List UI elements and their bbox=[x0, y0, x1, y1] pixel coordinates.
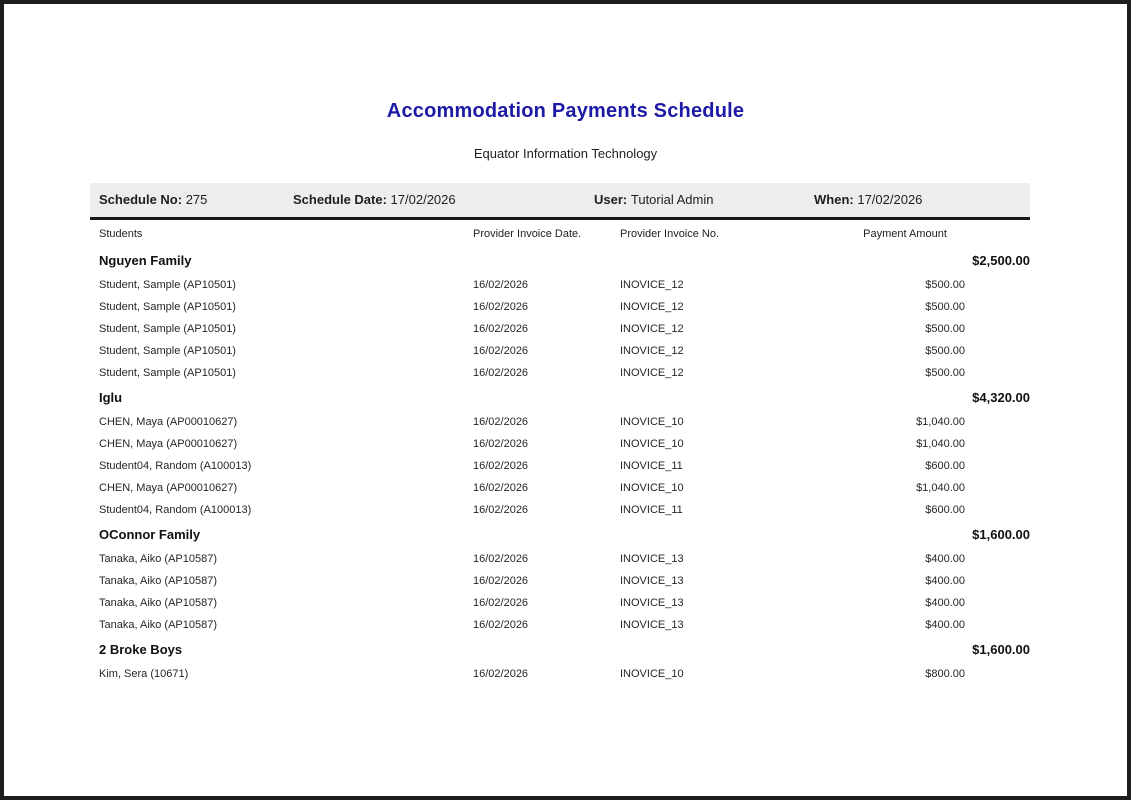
group-name: 2 Broke Boys bbox=[99, 642, 183, 657]
invoice-no-cell: INOVICE_12 bbox=[620, 323, 684, 335]
invoice-no-cell: INOVICE_13 bbox=[620, 597, 684, 609]
table-row bbox=[90, 318, 1030, 340]
amount-cell: $400.00 bbox=[925, 597, 965, 609]
invoice-date-cell: 16/02/2026 bbox=[473, 482, 529, 494]
invoice-date-cell: 16/02/2026 bbox=[473, 668, 529, 680]
student-cell: CHEN, Maya (AP00010627) bbox=[99, 482, 238, 494]
table-row bbox=[90, 614, 1030, 636]
table-row bbox=[90, 362, 1030, 384]
schedule-date-field bbox=[293, 183, 456, 217]
amount-cell: $500.00 bbox=[925, 279, 965, 291]
amount-cell: $1,040.00 bbox=[916, 482, 965, 494]
table-row bbox=[90, 296, 1030, 318]
table-row bbox=[90, 411, 1030, 433]
amount-cell: $1,040.00 bbox=[916, 438, 965, 450]
invoice-no-cell: INOVICE_13 bbox=[620, 575, 684, 587]
invoice-date-cell: 16/02/2026 bbox=[473, 416, 529, 428]
invoice-no-cell: INOVICE_12 bbox=[620, 367, 684, 379]
table-body bbox=[90, 247, 1030, 685]
student-cell: Kim, Sera (10671) bbox=[99, 668, 189, 680]
student-cell: CHEN, Maya (AP00010627) bbox=[99, 438, 238, 450]
invoice-date-cell: 16/02/2026 bbox=[473, 597, 529, 609]
student-cell: Tanaka, Aiko (AP10587) bbox=[99, 597, 218, 609]
invoice-no-cell: INOVICE_12 bbox=[620, 345, 684, 357]
invoice-date-cell: 16/02/2026 bbox=[473, 438, 529, 450]
student-cell: Student04, Random (A100013) bbox=[99, 504, 252, 516]
invoice-no-cell: INOVICE_13 bbox=[620, 553, 684, 565]
invoice-no-cell: INOVICE_12 bbox=[620, 279, 684, 291]
report-subtitle: Equator Information Technology bbox=[473, 146, 658, 161]
group-header-row bbox=[90, 636, 1030, 663]
group-total: $1,600.00 bbox=[972, 527, 1030, 542]
group-header-row bbox=[90, 384, 1030, 411]
invoice-no-cell: INOVICE_10 bbox=[620, 416, 684, 428]
schedule-info-bar bbox=[90, 183, 1030, 220]
schedule-date-label: Schedule Date: bbox=[293, 192, 387, 207]
student-cell: Student, Sample (AP10501) bbox=[99, 345, 236, 357]
amount-cell: $1,040.00 bbox=[916, 416, 965, 428]
student-cell: Student04, Random (A100013) bbox=[99, 460, 252, 472]
invoice-no-cell: INOVICE_13 bbox=[620, 619, 684, 631]
user-label: User: bbox=[594, 192, 628, 207]
page-title: Accommodation Payments Schedule bbox=[386, 100, 745, 122]
table-row bbox=[90, 499, 1030, 521]
invoice-date-cell: 16/02/2026 bbox=[473, 575, 529, 587]
schedule-date-value: 17/02/2026 bbox=[390, 192, 456, 207]
amount-cell: $800.00 bbox=[925, 668, 965, 680]
table-row bbox=[90, 274, 1030, 296]
invoice-no-cell: INOVICE_11 bbox=[620, 460, 683, 472]
invoice-date-cell: 16/02/2026 bbox=[473, 279, 529, 291]
column-header-row bbox=[90, 221, 1030, 247]
invoice-no-cell: INOVICE_12 bbox=[620, 301, 684, 313]
schedule-no-value: 275 bbox=[185, 192, 208, 207]
user-value: Tutorial Admin bbox=[630, 192, 714, 207]
invoice-date-cell: 16/02/2026 bbox=[473, 619, 529, 631]
student-cell: Tanaka, Aiko (AP10587) bbox=[99, 575, 218, 587]
student-cell: CHEN, Maya (AP00010627) bbox=[99, 416, 238, 428]
invoice-date-cell: 16/02/2026 bbox=[473, 553, 529, 565]
invoice-date-cell: 16/02/2026 bbox=[473, 367, 529, 379]
table-row bbox=[90, 592, 1030, 614]
amount-cell: $500.00 bbox=[925, 301, 965, 313]
invoice-no-cell: INOVICE_10 bbox=[620, 668, 684, 680]
group-total: $1,600.00 bbox=[972, 642, 1030, 657]
group-total: $4,320.00 bbox=[972, 390, 1030, 405]
table-row bbox=[90, 433, 1030, 455]
student-cell: Student, Sample (AP10501) bbox=[99, 279, 236, 291]
amount-cell: $500.00 bbox=[925, 367, 965, 379]
schedule-no-field bbox=[99, 183, 207, 217]
amount-cell: $400.00 bbox=[925, 553, 965, 565]
amount-cell: $400.00 bbox=[925, 575, 965, 587]
table-row bbox=[90, 663, 1030, 685]
group-header-row bbox=[90, 521, 1030, 548]
column-header-invoice-no: Provider Invoice No. bbox=[620, 228, 720, 240]
student-cell: Tanaka, Aiko (AP10587) bbox=[99, 619, 218, 631]
group-header-row bbox=[90, 247, 1030, 274]
user-field bbox=[594, 183, 713, 217]
student-cell: Tanaka, Aiko (AP10587) bbox=[99, 553, 218, 565]
group-name: Nguyen Family bbox=[99, 253, 192, 268]
table-row bbox=[90, 548, 1030, 570]
amount-cell: $600.00 bbox=[925, 460, 965, 472]
group-name: OConnor Family bbox=[99, 527, 201, 542]
amount-cell: $500.00 bbox=[925, 345, 965, 357]
column-header-invoice-date: Provider Invoice Date. bbox=[473, 228, 582, 240]
invoice-date-cell: 16/02/2026 bbox=[473, 460, 529, 472]
invoice-no-cell: INOVICE_10 bbox=[620, 438, 684, 450]
group-total: $2,500.00 bbox=[972, 253, 1030, 268]
student-cell: Student, Sample (AP10501) bbox=[99, 323, 236, 335]
invoice-no-cell: INOVICE_11 bbox=[620, 504, 683, 516]
table-row bbox=[90, 570, 1030, 592]
invoice-date-cell: 16/02/2026 bbox=[473, 504, 529, 516]
group-name: Iglu bbox=[99, 390, 123, 405]
invoice-date-cell: 16/02/2026 bbox=[473, 345, 529, 357]
when-label: When: bbox=[814, 192, 854, 207]
column-header-payment-amount: Payment Amount bbox=[863, 228, 947, 240]
payments-table bbox=[90, 221, 1030, 685]
when-value: 17/02/2026 bbox=[857, 192, 923, 207]
invoice-no-cell: INOVICE_10 bbox=[620, 482, 684, 494]
table-row bbox=[90, 455, 1030, 477]
amount-cell: $500.00 bbox=[925, 323, 965, 335]
schedule-no-label: Schedule No: bbox=[99, 192, 183, 207]
amount-cell: $400.00 bbox=[925, 619, 965, 631]
invoice-date-cell: 16/02/2026 bbox=[473, 301, 529, 313]
table-row bbox=[90, 340, 1030, 362]
invoice-date-cell: 16/02/2026 bbox=[473, 323, 529, 335]
column-header-students: Students bbox=[99, 228, 143, 240]
when-field bbox=[814, 183, 922, 217]
student-cell: Student, Sample (AP10501) bbox=[99, 301, 236, 313]
student-cell: Student, Sample (AP10501) bbox=[99, 367, 236, 379]
table-row bbox=[90, 477, 1030, 499]
amount-cell: $600.00 bbox=[925, 504, 965, 516]
